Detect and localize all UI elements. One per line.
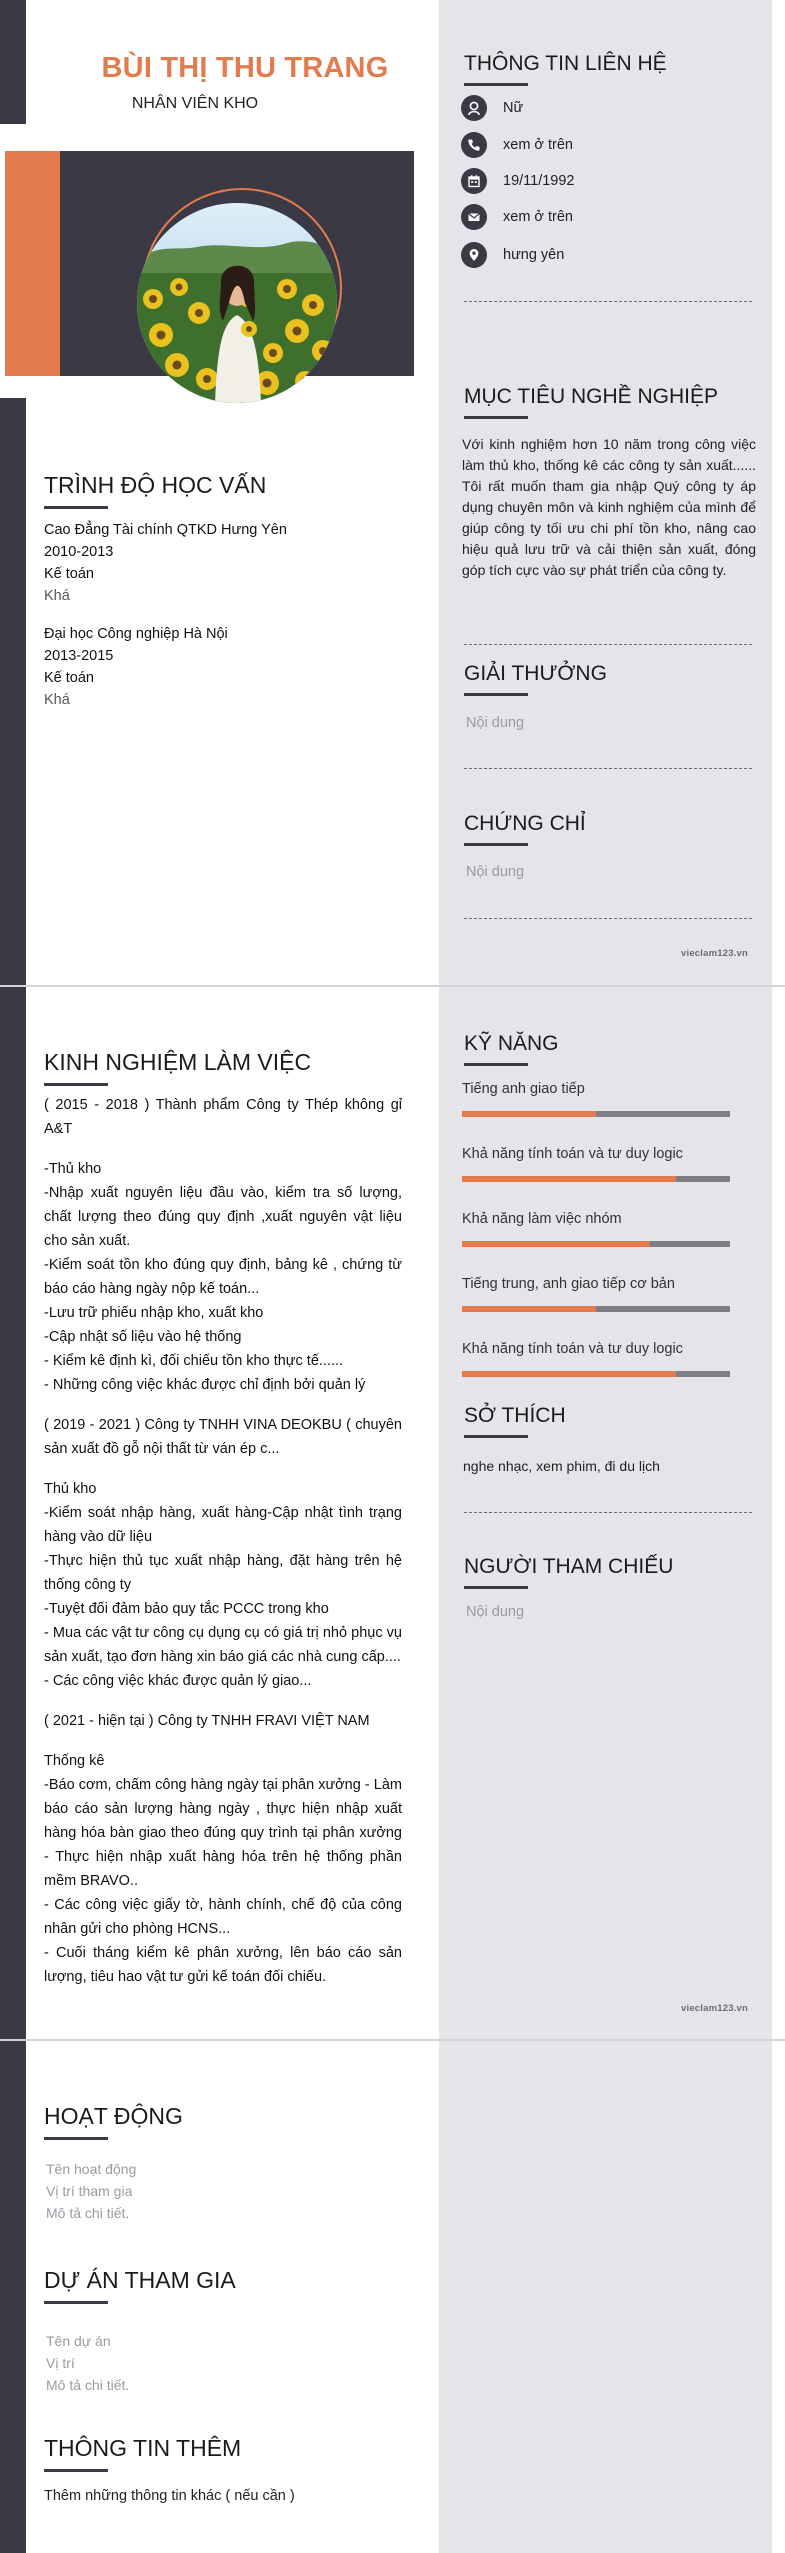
activities-content[interactable] [46,2158,136,2224]
skill-name: Khả năng tính toán và tư duy logic [462,1146,683,1162]
education-major: Kế toán [44,566,94,582]
divider [464,768,752,769]
awards-section-title [464,662,607,686]
job-header: ( 2015 - 2018 ) Thành phẩm Công ty Thép không gỉ A&T [44,1097,402,1137]
divider [464,644,752,645]
activity-name: Tên hoạt động [46,2161,137,2177]
cv-page-3 [0,2041,785,2553]
title-underline [464,416,528,419]
job-item [44,1709,402,1989]
skill-level-fill [462,1371,676,1377]
title-underline [464,1063,528,1066]
divider [464,301,752,302]
contact-address-value: hưng yên [503,247,565,263]
education-item [44,623,404,711]
extra-info-text[interactable]: Thêm những thông tin khác ( nếu cần ) [44,2488,295,2504]
education-section-title [44,472,266,499]
right-column [439,987,772,2039]
title-underline [44,2137,108,2140]
contact-item-birthday [461,168,575,194]
extra-info-title-text: THÔNG TIN THÊM [44,2435,242,2461]
skills-section-title [464,1032,559,1056]
title-underline [464,83,528,86]
skills-title-text: KỸ NĂNG [464,1032,559,1055]
skill-item [462,1341,730,1377]
experience-list [44,1093,402,1989]
phone-icon [461,132,487,158]
projects-section-title [44,2267,236,2294]
skill-item [462,1081,730,1117]
left-accent-bar [0,987,26,2039]
right-margin [772,2041,785,2553]
education-major: Kế toán [44,670,94,686]
job-line: Thủ kho [44,1481,97,1497]
contact-phone-value: xem ở trên [503,137,573,153]
references-title-text: NGƯỜI THAM CHIẾU [464,1555,674,1578]
education-item [44,519,404,607]
gender-icon [461,95,487,121]
objective-text: Với kinh nghiệm hơn 10 năm trong công việc làm thủ kho, thống kê các công ty sản xuất...... Tôi rất muốn tham gia nhập Quý công ty áp dụng chuyên môn và kinh nghiệm của mình để giúp công ty tối ưu chi phí tồn kho, nâng cao hiệu quả lưu trữ và cải thiện sản xuất, đóng góp tích cực vào sự phát triển của công ty. [462,436,756,578]
job-line: - Những công việc khác được chỉ định bởi quản lý [44,1377,366,1393]
extra-info-section-title [44,2435,241,2462]
title-underline [464,1586,528,1589]
right-margin [772,0,785,985]
hobbies-title-text: SỞ THÍCH [464,1404,566,1427]
right-margin [772,987,785,2039]
education-school: Cao Đẳng Tài chính QTKD Hưng Yên [44,522,287,538]
title-underline [44,2469,108,2472]
experience-title-text: KINH NGHIỆM LÀM VIỆC [44,1049,312,1075]
skill-level-fill [462,1176,676,1182]
skill-level-bar [462,1306,730,1312]
job-line: -Thủ kho [44,1161,102,1177]
job-item [44,1413,402,1693]
skill-level-bar [462,1371,730,1377]
job-line: Thống kê [44,1753,105,1769]
email-icon [461,204,487,230]
skill-item [462,1276,730,1312]
objective-section-title [464,385,718,409]
job-line: -Báo cơm, chấm công hàng ngày tại phân xưởng - Làm báo cáo sản lượng hàng ngày , thực hiện nhập xuất hàng hóa bàn giao theo đúng quy trình tại phân xưởng - Thực hiện nhập xuất hàng hóa trên hệ thống phần mềm BRAVO.. [44,1777,402,1889]
left-accent-bar [0,2041,26,2553]
right-column [439,2041,772,2553]
title-underline [464,1435,528,1438]
divider [464,1512,752,1513]
profile-photo[interactable] [137,203,337,403]
job-item [44,1093,402,1397]
skill-level-fill [462,1306,596,1312]
banner-accent [5,151,60,376]
job-line: -Kiểm soát tồn kho đúng quy định, bảng kê , chứng từ báo cáo hàng ngày nộp kế toán... [44,1257,402,1297]
brand-watermark: vieclam123.vn [681,2003,749,2014]
certificates-content[interactable]: Nội dung [466,864,525,880]
skill-name: Khả năng tính toán và tư duy logic [462,1341,683,1357]
job-line: - Các công việc khác được quản lý giao... [44,1673,312,1689]
skill-item [462,1211,730,1247]
job-line: - Cuối tháng kiểm kê phân xưởng, lên báo cáo sản lượng, tiêu hao vật tư gửi kế toán đối chiếu. [44,1945,402,1985]
references-section-title [464,1555,673,1579]
certificates-section-title [464,812,586,836]
contact-item-gender [461,95,523,121]
left-accent-bar [0,398,26,985]
education-period: 2013-2015 [44,648,114,664]
job-line: - Mua các vật tư công cụ dụng cụ có giá trị nhỏ phục vụ sản xuất, tạo đơn hàng xin báo giá các nhà cung cấp.... [44,1625,402,1665]
hobbies-text: nghe nhạc, xem phim, đi du lịch [463,1458,660,1474]
projects-title-text: DỰ ÁN THAM GIA [44,2267,236,2293]
certificates-title-text: CHỨNG CHỈ [464,812,586,835]
awards-content[interactable]: Nội dung [466,715,525,731]
calendar-icon [461,168,487,194]
title-underline [44,1083,108,1086]
job-line: -Kiểm soát nhập hàng, xuất hàng-Cập nhật tình trạng hàng vào dữ liệu [44,1505,402,1545]
title-underline [44,2301,108,2304]
brand-watermark: vieclam123.vn [681,948,749,959]
project-description: Mô tả chi tiết. [46,2377,130,2393]
candidate-name: BÙI THỊ THU TRANG [101,52,389,84]
left-accent-bar [0,0,26,124]
activities-title-text: HOẠT ĐỘNG [44,2103,183,2129]
title-underline [44,506,108,509]
skill-name: Khả năng làm việc nhóm [462,1211,622,1227]
cv-page-2 [0,987,785,2039]
education-period: 2010-2013 [44,544,114,560]
education-school: Đại học Công nghiệp Hà Nội [44,626,228,642]
contact-section-title [464,52,667,76]
skill-level-bar [462,1111,730,1117]
activity-description: Mô tả chi tiết. [46,2205,130,2221]
skill-name: Tiếng anh giao tiếp [462,1081,585,1097]
awards-title-text: GIẢI THƯỞNG [464,662,607,685]
contact-email-value: xem ở trên [503,209,573,225]
title-underline [464,693,528,696]
candidate-job-title: NHÂN VIÊN KHO [131,95,259,112]
title-underline [464,843,528,846]
job-line: -Cập nhật số liệu vào hệ thống [44,1329,242,1345]
job-line: -Thực hiện thủ tục xuất nhập hàng, đặt hàng trên hệ thống công ty [44,1553,402,1593]
contact-birthday-value: 19/11/1992 [503,173,575,189]
divider [464,918,752,919]
activity-role: Vị trí tham gia [46,2183,133,2199]
skill-level-bar [462,1176,730,1182]
education-grade: Khá [44,692,70,708]
education-title-text: TRÌNH ĐỘ HỌC VẤN [44,472,267,498]
education-grade: Khá [44,588,70,604]
contact-item-phone [461,132,573,158]
project-role: Vị trí [46,2355,75,2371]
job-line: -Nhập xuất nguyên liệu đầu vào, kiểm tra số lượng, chất lượng theo đúng quy định ,xuất nguyên vật liệu cho sản xuất. [44,1185,402,1249]
contact-item-address [461,242,564,268]
activities-section-title [44,2103,183,2130]
job-line: - Kiểm kê định kì, đối chiếu tồn kho thực tế...... [44,1353,344,1369]
objective-title-text: MỤC TIÊU NGHỀ NGHIỆP [464,385,718,408]
project-name: Tên dự án [46,2333,111,2349]
skill-item [462,1146,730,1182]
job-header: ( 2021 - hiện tại ) Công ty TNHH FRAVI VIỆT NAM [44,1713,370,1729]
location-icon [461,242,487,268]
job-header: ( 2019 - 2021 ) Công ty TNHH VINA DEOKBU ( chuyên sản xuất đồ gỗ nội thất từ ván ép c... [44,1417,402,1457]
contact-gender-value: Nữ [503,100,524,116]
job-line: -Lưu trữ phiếu nhập kho, xuất kho [44,1305,264,1321]
projects-content[interactable] [46,2330,129,2396]
experience-section-title [44,1049,311,1076]
skill-level-fill [462,1111,596,1117]
contact-title-text: THÔNG TIN LIÊN HỆ [464,52,667,75]
job-line: -Tuyệt đối đảm bảo quy tắc PCCC trong kho [44,1601,329,1617]
contact-item-email [461,204,573,230]
cv-page-1 [0,0,785,985]
skill-level-fill [462,1241,650,1247]
skill-level-bar [462,1241,730,1247]
skill-name: Tiếng trung, anh giao tiếp cơ bản [462,1276,675,1292]
hobbies-section-title [464,1404,566,1428]
job-line: - Các công việc giấy tờ, hành chính, chế độ của công nhân gửi cho phòng HCNS... [44,1897,402,1937]
references-content[interactable]: Nội dung [466,1604,525,1620]
